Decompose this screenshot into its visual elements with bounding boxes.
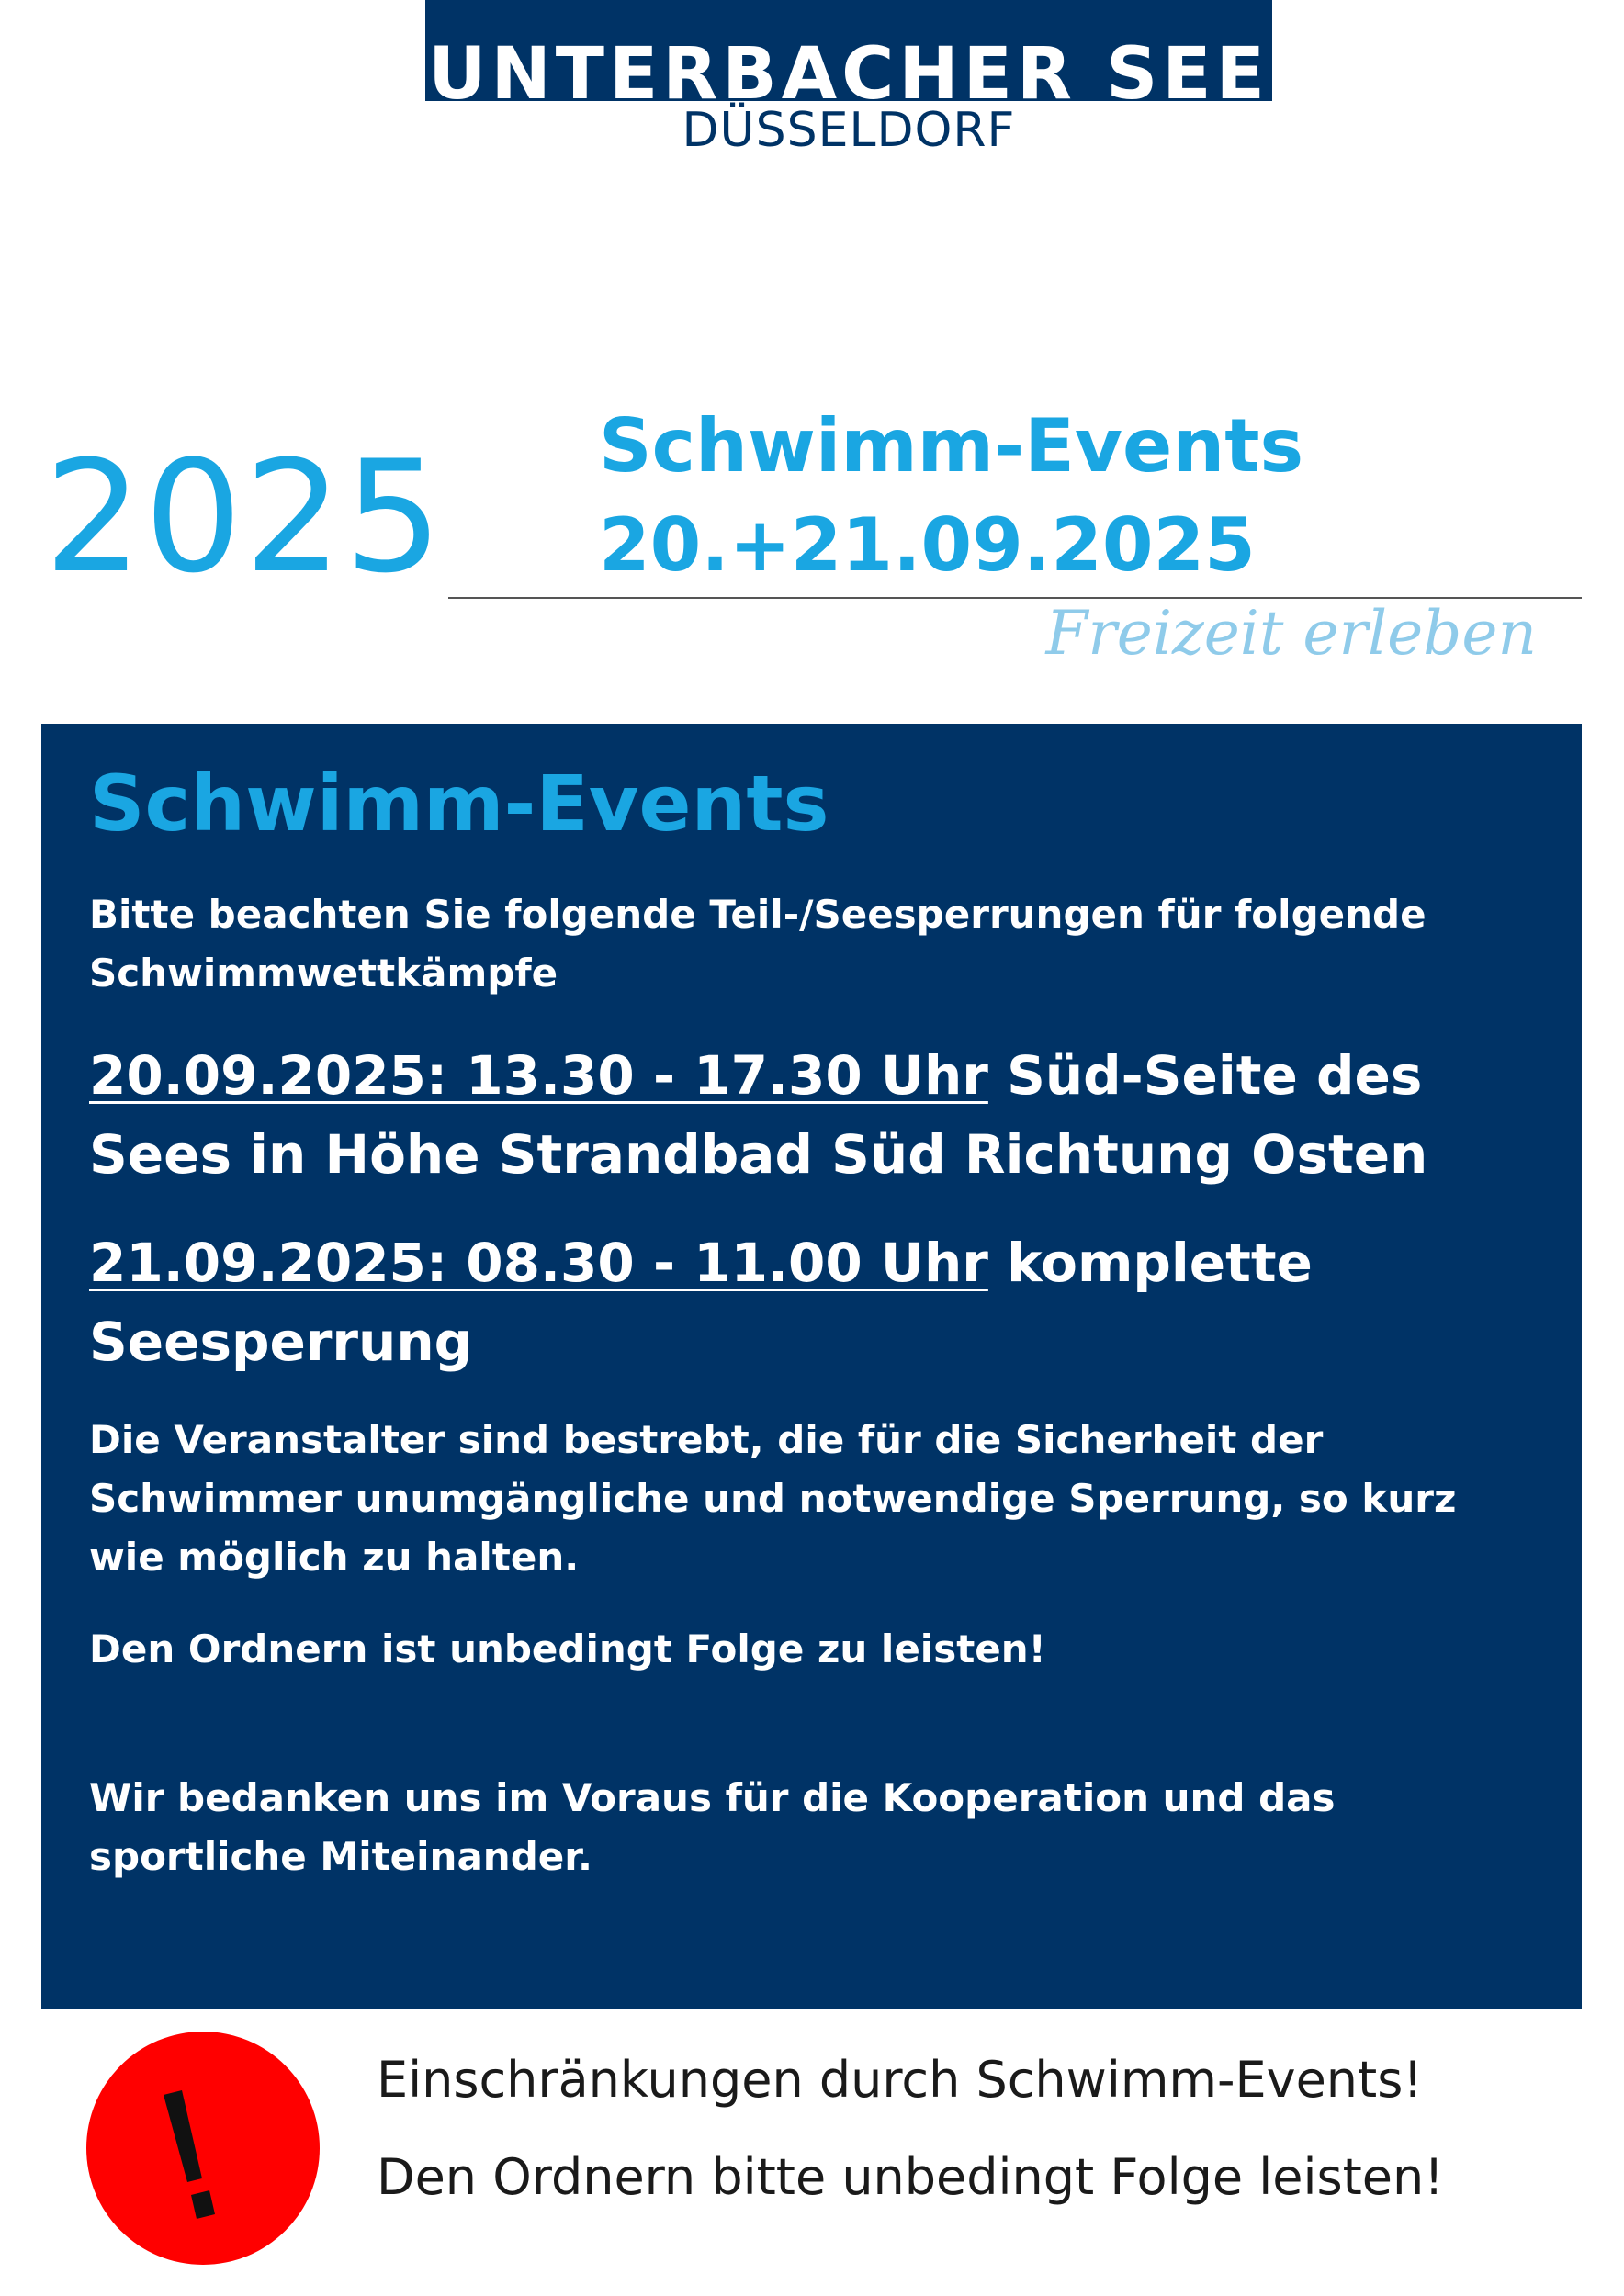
info-box xyxy=(41,724,1582,2009)
info-paragraph: Die Veranstalter sind bestrebt, die für die Sicherheit der Schwimmer unumgängliche und notwendige Sperrung, so kurz wie möglich zu halten. xyxy=(89,1417,1457,1580)
year-heading: 2025 xyxy=(44,427,445,607)
exclamation-icon xyxy=(86,2032,320,2265)
event-dates: 20.+21.09.2025 xyxy=(599,502,1256,588)
warning-line-2: Den Ordnern bitte unbedingt Folge leisten! xyxy=(377,2148,1444,2206)
info-notice: Den Ordnern ist unbedingt Folge zu leisten! xyxy=(89,1626,1046,1671)
warning-badge xyxy=(86,2032,320,2265)
schedule-time: 20.09.2025: 13.30 - 17.30 Uhr xyxy=(89,1044,988,1107)
event-title: Schwimm-Events xyxy=(599,403,1304,489)
tagline: Freizeit erleben xyxy=(1045,598,1537,669)
schedule-time: 21.09.2025: 08.30 - 11.00 Uhr xyxy=(89,1232,988,1294)
info-intro: Bitte beachten Sie folgende Teil-/Seesperrungen für folgende Schwimmwettkämpfe xyxy=(89,892,1427,996)
info-title: Schwimm-Events xyxy=(89,759,829,849)
logo-city: DÜSSELDORF xyxy=(682,103,1016,158)
schedule-description: komplette Seesperrung xyxy=(89,1232,1313,1373)
schedule-item xyxy=(89,1036,1536,1194)
logo-name: UNTERBACHER SEE xyxy=(428,33,1269,101)
schedule-item xyxy=(89,1223,1536,1381)
info-thanks: Wir bedanken uns im Voraus für die Kooperation und das sportliche Miteinander. xyxy=(89,1775,1336,1879)
logo-bar xyxy=(425,0,1272,101)
schedule-description: Süd-Seite des Sees in Höhe Strandbad Süd Richtung Osten xyxy=(89,1044,1428,1186)
warning-line-1: Einschränkungen durch Schwimm-Events! xyxy=(377,2051,1423,2109)
